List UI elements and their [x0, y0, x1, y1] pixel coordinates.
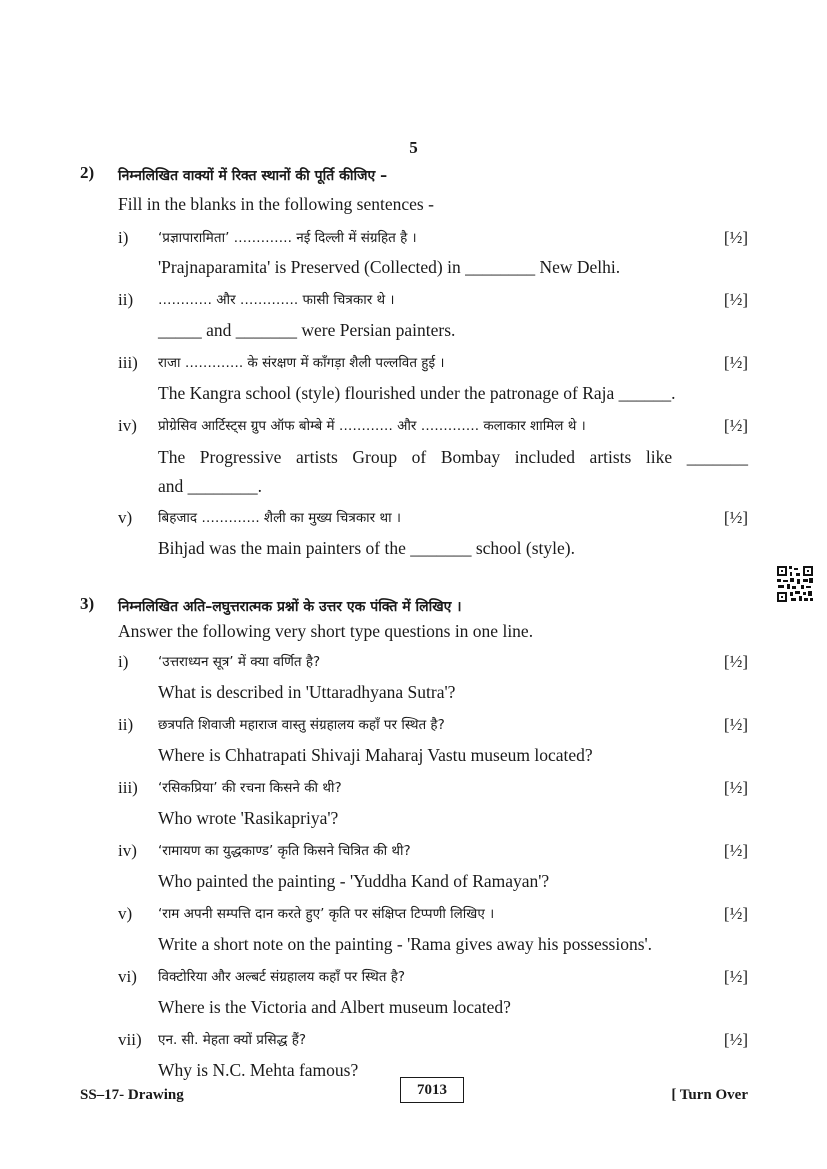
- q3-item-vii: [118, 1030, 748, 1052]
- q3-item-iii-english: Who wrote 'Rasikapriya'?: [158, 808, 339, 828]
- item-hindi: बिहजाद …………. शैली का मुख्य चित्रकार था ।: [158, 510, 402, 526]
- item-hindi: प्रोग्रेसिव आर्टिस्ट्स ग्रुप ऑफ बोम्बे में ………… और …………. कलाकार शामिल थे ।: [158, 418, 586, 434]
- q2-item-iv-english-line2: and ________.: [158, 476, 263, 496]
- item-marks: [½]: [723, 652, 748, 671]
- item-number: i): [118, 652, 129, 671]
- item-hindi: ‘रामायण का युद्धकाण्ड’ कृति किसने चित्रित की थी?: [158, 843, 411, 859]
- item-marks: [½]: [723, 778, 748, 797]
- qr-code-icon: [776, 565, 814, 603]
- item-marks: [½]: [723, 353, 748, 372]
- item-number: iii): [118, 353, 138, 372]
- item-number: iv): [118, 416, 137, 435]
- q2-item-ii-english: _____ and _______ were Persian painters.: [158, 320, 456, 340]
- item-hindi: ‘प्रज्ञापारामिता’ …………. नई दिल्ली में संग्रहित है ।: [158, 230, 417, 246]
- q2-item-i: [118, 228, 748, 250]
- q3-item-v-english: Write a short note on the painting - 'Rama gives away his possessions'.: [158, 934, 653, 954]
- item-marks: [½]: [723, 841, 748, 860]
- item-hindi: ………… और …………. फासी चित्रकार थे ।: [158, 292, 395, 308]
- item-marks: [½]: [723, 416, 748, 435]
- q3-item-iv-english: Who painted the painting - 'Yuddha Kand of Ramayan'?: [158, 871, 550, 891]
- q3-item-ii: [118, 715, 748, 737]
- item-number: vii): [118, 1030, 142, 1049]
- q3-item-i-english: What is described in 'Uttaradhyana Sutra'?: [158, 682, 456, 702]
- q2-english-instruction: Fill in the blanks in the following sentences -: [118, 194, 434, 214]
- item-marks: [½]: [723, 967, 748, 986]
- q2-item-iv-english: The Progressive artists Group of Bombay included artists like _______: [158, 447, 748, 467]
- item-marks: [½]: [723, 290, 748, 309]
- item-marks: [½]: [723, 228, 748, 247]
- q3-item-v: [118, 904, 748, 926]
- item-number: iv): [118, 841, 137, 860]
- q3-item-iii: [118, 778, 748, 800]
- q3-item-vi: [118, 967, 748, 989]
- page-number: 5: [409, 138, 418, 157]
- q3-item-vii-english: Why is N.C. Mehta famous?: [158, 1060, 359, 1080]
- item-hindi: विक्टोरिया और अल्बर्ट संग्रहालय कहाँ पर स्थित है?: [158, 969, 406, 985]
- item-number: ii): [118, 715, 134, 734]
- q2-item-iv: [118, 416, 748, 438]
- q2-item-iii-english: The Kangra school (style) flourished under the patronage of Raja ______.: [158, 383, 676, 403]
- item-marks: [½]: [723, 508, 748, 527]
- item-hindi: ‘रसिकप्रिया’ की रचना किसने की थी?: [158, 780, 342, 796]
- q3-number: 3): [80, 594, 95, 613]
- q2-item-v-english: Bihjad was the main painters of the _______ school (style).: [158, 538, 576, 558]
- item-hindi: ‘राम अपनी सम्पत्ति दान करते हुए’ कृति पर संक्षिप्त टिप्पणी लिखिए ।: [158, 906, 495, 922]
- q3-hindi-instruction: निम्नलिखित अति–लघुत्तरात्मक प्रश्नों के उत्तर एक पंक्ति में लिखिए ।: [118, 599, 462, 615]
- item-marks: [½]: [723, 715, 748, 734]
- item-number: ii): [118, 290, 134, 309]
- item-number: iii): [118, 778, 138, 797]
- footer-turn-over: [ Turn Over: [671, 1087, 748, 1103]
- q3-item-iv: [118, 841, 748, 863]
- q2-number: 2): [80, 163, 95, 182]
- item-hindi: ‘उत्तराध्यन सूत्र’ में क्या वर्णित है?: [158, 654, 321, 670]
- item-hindi: एन. सी. मेहता क्यों प्रसिद्ध हैं?: [158, 1032, 307, 1048]
- footer-paper-code: 7013: [400, 1077, 464, 1103]
- item-hindi: छत्रपति शिवाजी महाराज वास्तु संग्रहालय कहाँ पर स्थित है?: [158, 717, 445, 733]
- q3-item-i: [118, 652, 748, 674]
- item-number: i): [118, 228, 129, 247]
- q2-item-i-english: 'Prajnaparamita' is Preserved (Collected) in ________ New Delhi.: [158, 257, 621, 277]
- q2-hindi-instruction: निम्नलिखित वाक्यों में रिक्त स्थानों की पूर्ति कीजिए –: [118, 168, 388, 184]
- item-hindi: राजा …………. के संरक्षण में काँगड़ा शैली पल्लवित हुई ।: [158, 355, 445, 371]
- footer-subject-code: SS–17- Drawing: [80, 1087, 184, 1103]
- q3-item-ii-english: Where is Chhatrapati Shivaji Maharaj Vastu museum located?: [158, 745, 593, 765]
- item-marks: [½]: [723, 1030, 748, 1049]
- item-marks: [½]: [723, 904, 748, 923]
- q2-item-iii: [118, 353, 748, 375]
- q2-item-v: [118, 508, 748, 530]
- item-number: v): [118, 508, 133, 527]
- q3-english-instruction: Answer the following very short type questions in one line.: [118, 621, 534, 641]
- q2-item-ii: [118, 290, 748, 312]
- q3-item-vi-english: Where is the Victoria and Albert museum located?: [158, 997, 511, 1017]
- item-number: v): [118, 904, 133, 923]
- item-number: vi): [118, 967, 137, 986]
